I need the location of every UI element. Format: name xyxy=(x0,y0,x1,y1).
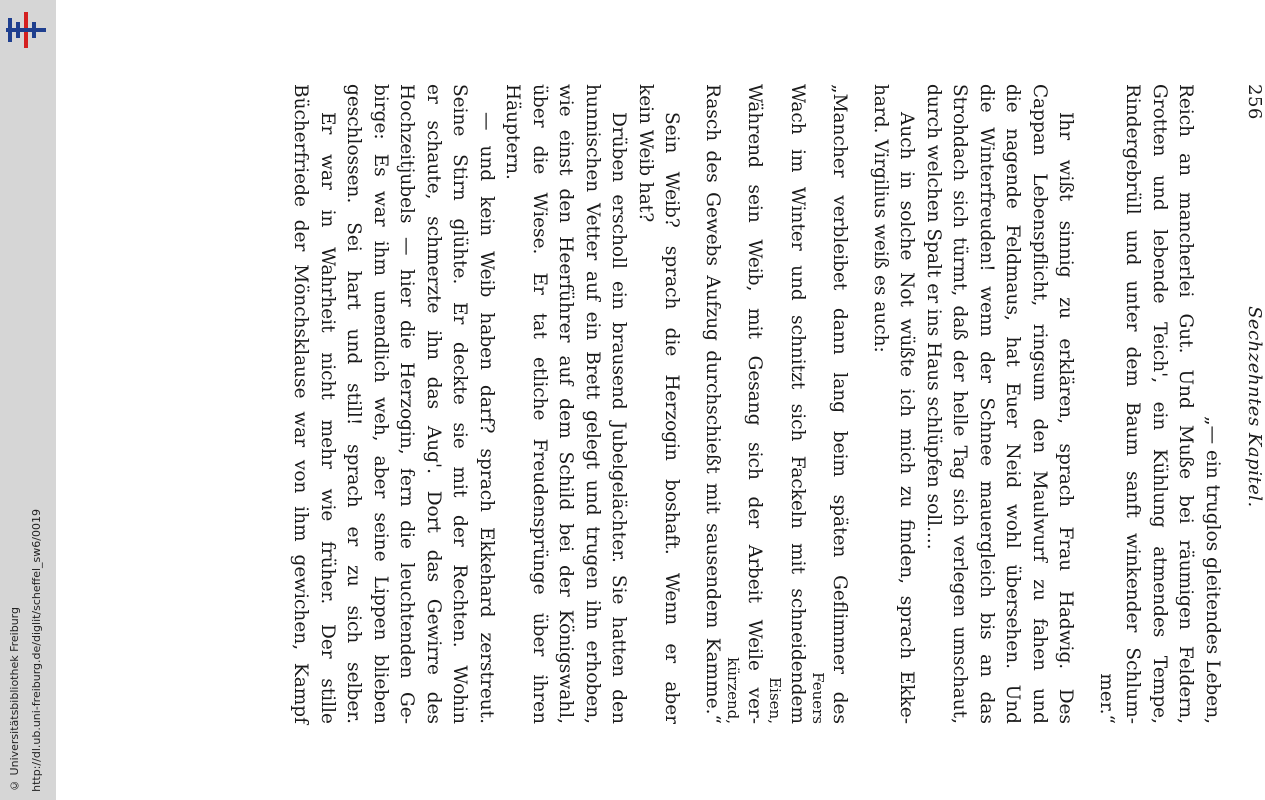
text-line: Ihr wißt sinnig zu erklären, sprach Frau Hadwig. Des xyxy=(1055,112,1077,724)
text-line: Drüben erscholl ein brausend Jubelgelächter. Sie hatten den xyxy=(608,112,630,724)
text-line: hard. Virgilius weiß es auch: xyxy=(870,84,891,353)
text-line: hunnischen Vetter auf ein Brett gelegt und trugen ihn erhoben, xyxy=(582,84,603,724)
text-line: Wach im Winter und schnitzt sich Fackeln mit schneidendem xyxy=(787,84,808,724)
running-head: Sechzehntes Kapitel. xyxy=(1244,306,1265,508)
text-line: er schaute, schmerzte ihn das Aug'. Dort das Gewirre des xyxy=(423,84,444,724)
library-logo-icon xyxy=(4,8,48,52)
text-line: Rasch des Gewebs Aufzug durchschießt mit sausendem Kamme.“ xyxy=(702,84,723,724)
text-line: „Mancher verbleibet dann lang beim späten Geflimmer des xyxy=(829,84,851,724)
text-line: „— ein truglos gleitendes Leben, xyxy=(1202,416,1223,724)
text-line: Hochzeitjubels — hier die Herzogin, fern die leuchtenden Ge- xyxy=(396,84,418,724)
text-line xyxy=(853,84,867,724)
text-line: Auch in solche Not wüßte ich mich zu finden, sprach Ekke- xyxy=(896,112,918,724)
text-line: mer.“ xyxy=(1096,673,1117,724)
scanned-page xyxy=(60,0,1265,800)
text-line: Während sein Weib, mit Gesang sich der Arbeit Weile ver- xyxy=(744,84,766,724)
text-line: die nagende Feldmaus, hat Euer Neid wohl übersehen. Und xyxy=(1002,84,1024,724)
text-line: über die Wiese. Er tat etliche Freudensprünge über ihren xyxy=(529,84,550,724)
text-line: Seine Stirn glühte. Er deckte sie mit der Rechten. Wohin xyxy=(449,84,471,724)
page-text-block xyxy=(287,84,1265,724)
text-line: Eisen, xyxy=(766,677,785,724)
viewer-sidebar xyxy=(0,0,56,800)
text-line xyxy=(685,84,699,724)
page-number: 256 xyxy=(1244,84,1265,120)
text-line: Bücherfriede der Mönchsklause war von ihm gewichen, Kampf xyxy=(290,84,312,724)
text-line: Rindergebrüll und unter dem Baum sanft winkender Schlum- xyxy=(1122,84,1144,724)
text-line: birge: Es war ihm unendlich weh, aber seine Lippen blieben xyxy=(370,84,391,724)
text-line: kürzend, xyxy=(724,657,742,724)
text-line: Häuptern. xyxy=(502,84,524,180)
page-header xyxy=(1225,84,1265,724)
text-line: Reich an mancherlei Gut. Und Muße bei räumigen Feldern, xyxy=(1175,84,1197,724)
text-line: Grotten und lebende Teich', ein Kühlung atmendes Tempe, xyxy=(1149,84,1170,724)
text-line: Er war in Wahrheit nicht mehr wie früher. Der stille xyxy=(317,112,338,724)
text-line: kein Weib hat? xyxy=(635,84,656,223)
text-line: Sein Weib? sprach die Herzogin boshaft. Wenn er aber xyxy=(661,112,683,724)
document-url[interactable]: http://dl.ub.uni-freiburg.de/diglit/scheffel_sw6/0019 xyxy=(30,509,43,792)
text-line xyxy=(1079,84,1093,724)
text-line: die Winterfreuden! wenn der Schnee mauergleich bis an das xyxy=(976,84,997,724)
text-line: Strohdach sich türmt, daß der helle Tag sich verlegen umschaut, xyxy=(949,84,971,724)
text-line: Cappan Lebenspflicht, ringsum den Maulwurf zu fahen und xyxy=(1029,84,1050,724)
text-line: durch welchen Spalt er ins Haus schlüpfen soll.... xyxy=(923,84,944,550)
text-line: — und kein Weib haben darf? sprach Ekkehard zerstreut. xyxy=(476,112,497,724)
text-line: wie einst den Heerführer auf dem Schild bei der Königswahl, xyxy=(555,84,577,724)
copyright-notice: © Universitätsbibliothek Freiburg xyxy=(8,607,21,792)
text-line: geschlossen. Sei hart und still! sprach er zu sich selber. xyxy=(343,84,365,724)
text-line: Feuers xyxy=(809,672,827,724)
